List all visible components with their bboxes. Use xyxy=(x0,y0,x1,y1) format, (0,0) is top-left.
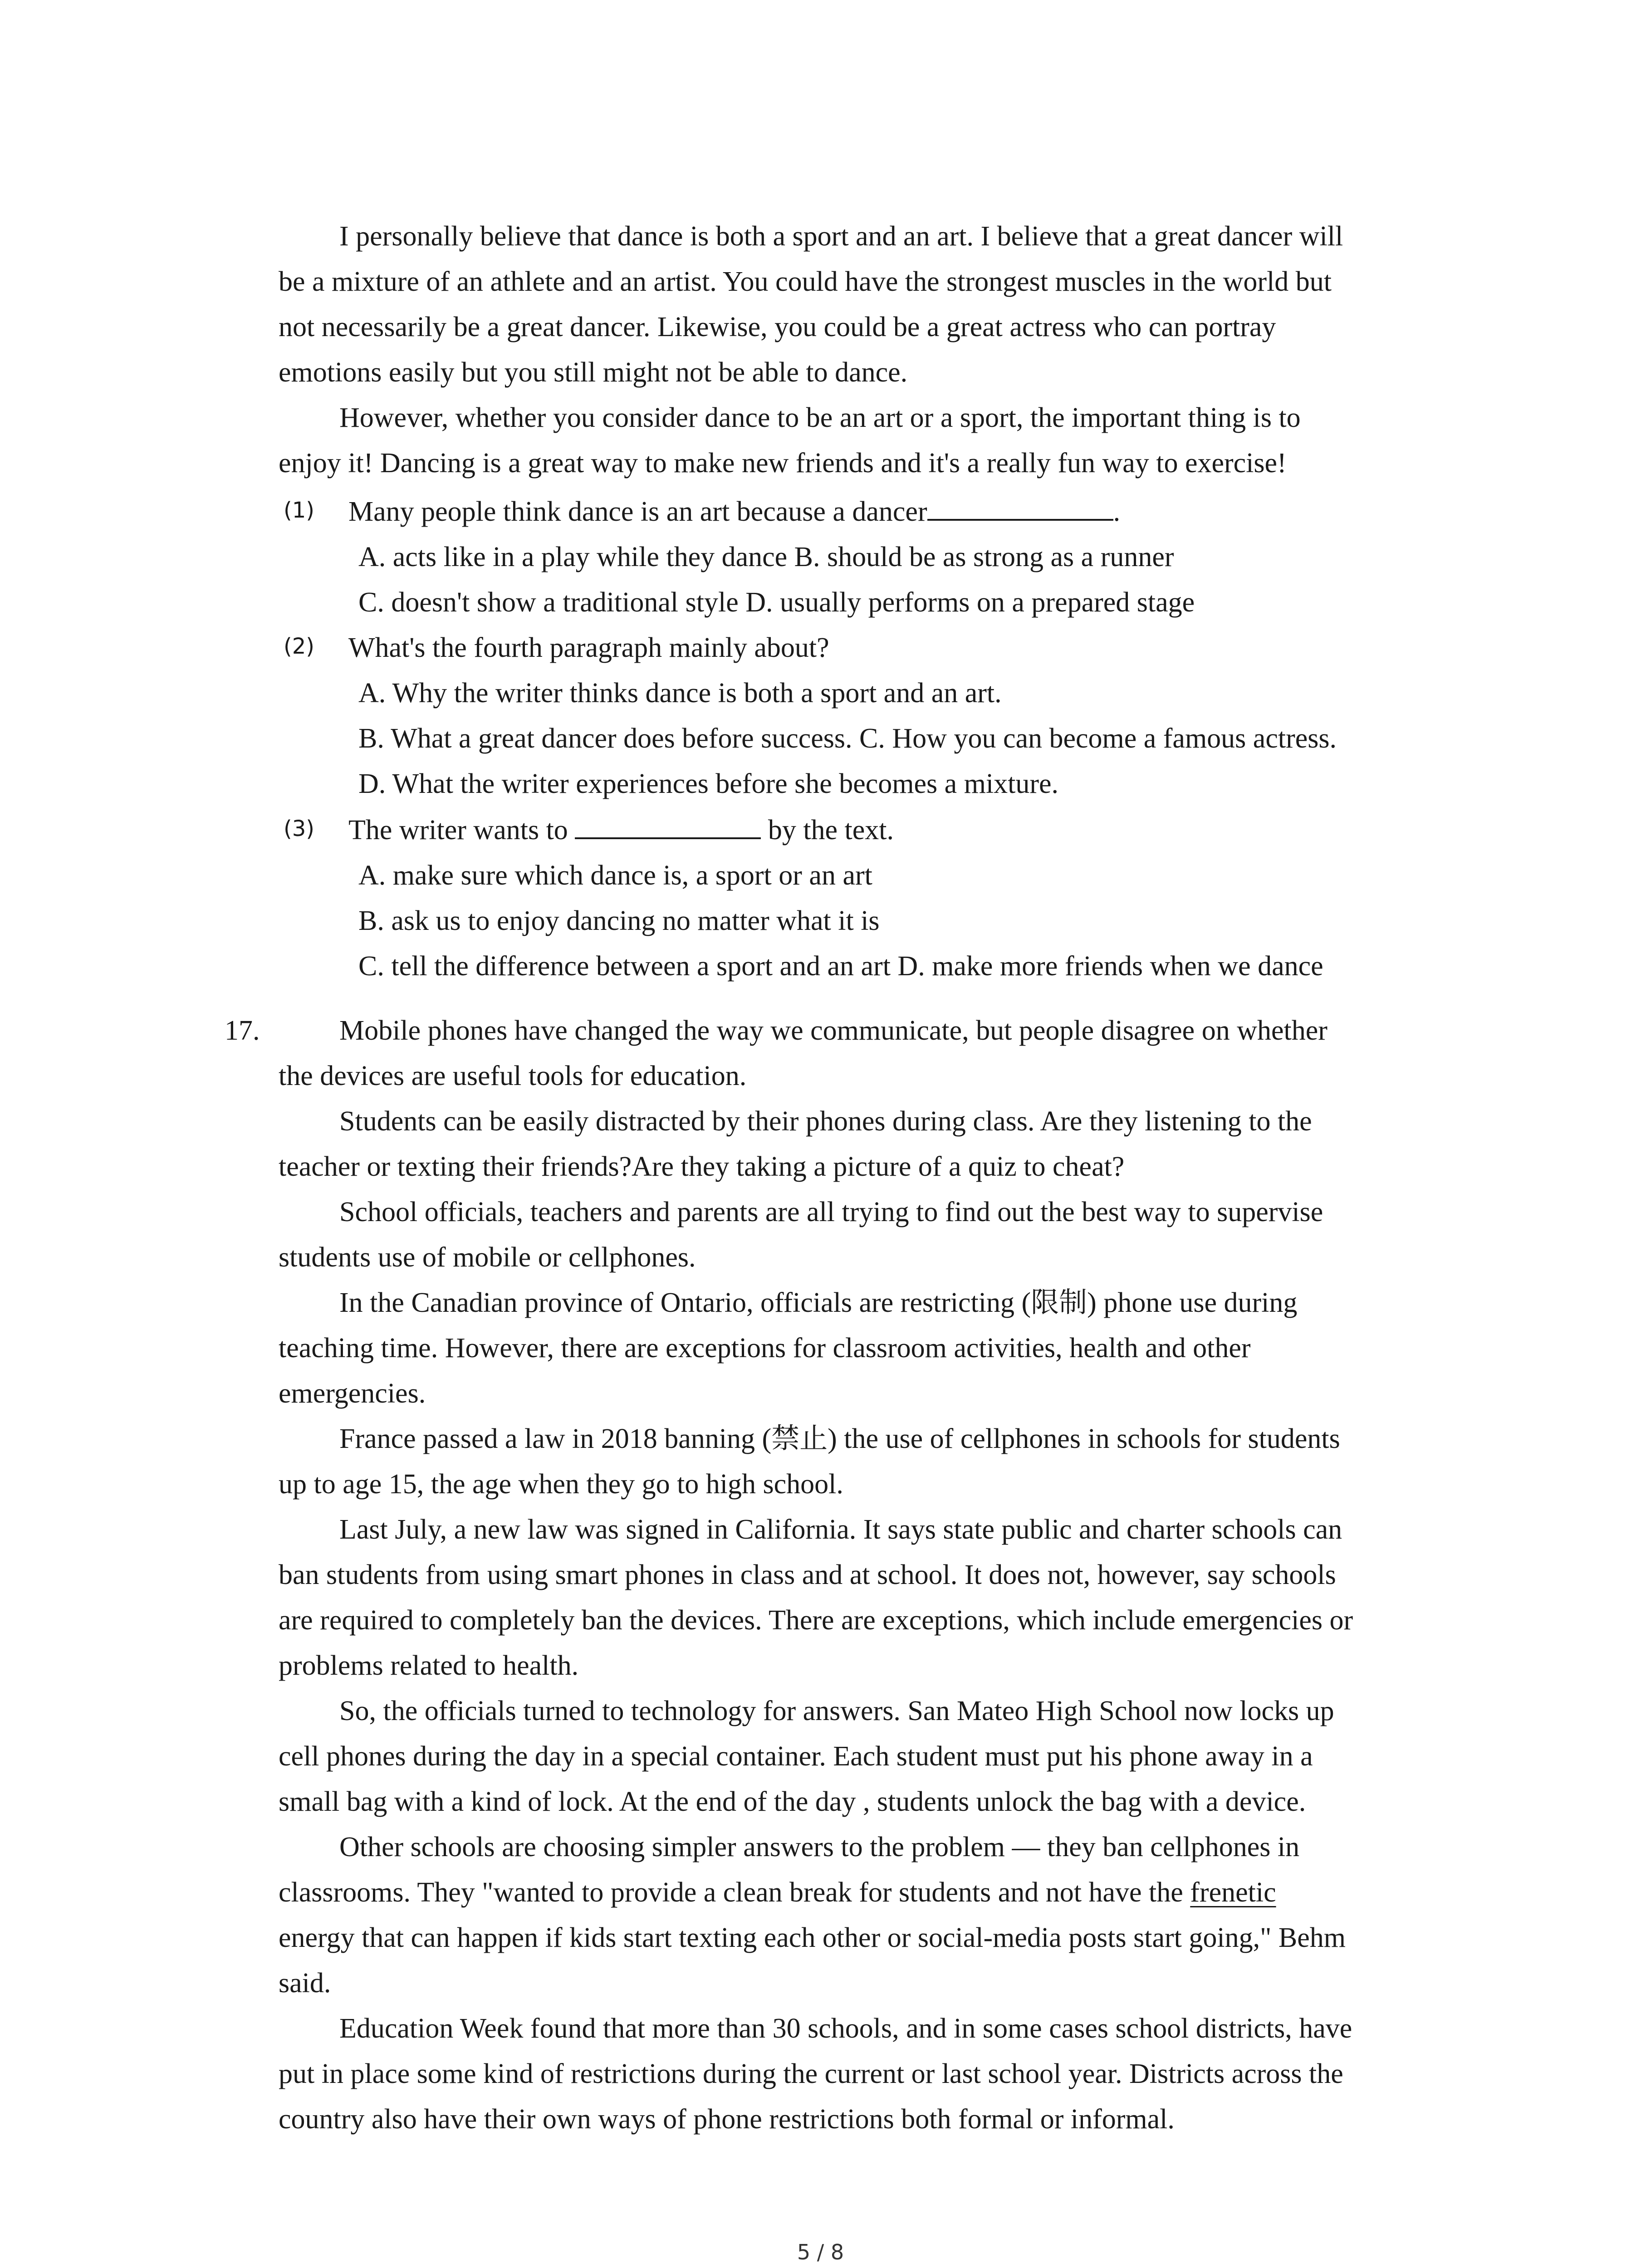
question-1-options-cd: C. doesn't show a traditional style D. usually performs on a prepared stage xyxy=(358,587,1195,618)
question-1-number: (1) xyxy=(284,498,314,523)
p3-line-3: not necessarily be a great dancer. Likewise, you could be a great actress who can portray xyxy=(279,312,1276,342)
question-3-option-a: A. make sure which dance is, a sport or an art xyxy=(358,860,872,891)
p17-line-17: cell phones during the day in a special container. Each student must put his phone away in a xyxy=(279,1741,1313,1772)
p17-line-16: So, the officials turned to technology for answers. San Mateo High School now locks up xyxy=(339,1696,1334,1726)
p17-line-11: up to age 15, the age when they go to high school. xyxy=(279,1469,843,1500)
p3-line-4: emotions easily but you still might not be able to dance. xyxy=(279,357,908,388)
p17-line-1: Mobile phones have changed the way we communicate, but people disagree on whether xyxy=(339,1015,1327,1046)
p17-line-2: the devices are useful tools for education. xyxy=(279,1061,747,1091)
page-number: 5 / 8 xyxy=(797,2240,844,2264)
p17-line-6: students use of mobile or cellphones. xyxy=(279,1242,696,1273)
question-2-number: (2) xyxy=(284,634,314,659)
question-17-number: 17. xyxy=(225,1015,260,1046)
question-3-number: (3) xyxy=(284,816,314,841)
p3-line-1: I personally believe that dance is both a sport and an art. I believe that a great dancer will xyxy=(339,221,1343,252)
question-3-stem-end: by the text. xyxy=(761,815,894,846)
p4-line-2: enjoy it! Dancing is a great way to make new friends and it's a really fun way to exercise! xyxy=(279,448,1287,479)
p17-line-24: put in place some kind of restrictions during the current or last school year. Districts across the xyxy=(279,2058,1343,2089)
question-1-stem-end: . xyxy=(1113,496,1121,527)
question-3-options-cd: C. tell the difference between a sport and an art D. make more friends when we dance xyxy=(358,951,1323,982)
question-2-stem: What's the fourth paragraph mainly about? xyxy=(348,632,829,663)
p17-line-7: In the Canadian province of Ontario, officials are restricting (限制) phone use during xyxy=(339,1287,1298,1318)
p17-line-20 xyxy=(279,1874,1276,1911)
question-3-stem-text: The writer wants to xyxy=(348,815,575,846)
p17-line-13: ban students from using smart phones in class and at school. It does not, however, say schools xyxy=(279,1559,1336,1590)
p17-line-14: are required to completely ban the devices. There are exceptions, which include emergencies or xyxy=(279,1605,1353,1636)
question-1-stem xyxy=(348,494,1120,530)
answer-blank[interactable] xyxy=(575,814,761,839)
p17-line-12: Last July, a new law was signed in California. It says state public and charter schools can xyxy=(339,1514,1342,1545)
question-1-options-ab: A. acts like in a play while they dance B. should be as strong as a runner xyxy=(358,542,1174,572)
p17-line-4: teacher or texting their friends?Are they taking a picture of a quiz to cheat? xyxy=(279,1151,1125,1182)
answer-blank[interactable] xyxy=(927,495,1113,521)
question-3-stem xyxy=(348,812,894,848)
p17-line-5: School officials, teachers and parents are all trying to find out the best way to supervise xyxy=(339,1197,1323,1227)
p17-line-15: problems related to health. xyxy=(279,1650,579,1681)
question-1-stem-text: Many people think dance is an art because a dancer xyxy=(348,496,927,527)
p17-line-21: energy that can happen if kids start texting each other or social-media posts start going," Behm xyxy=(279,1922,1346,1953)
p17-line-25: country also have their own ways of phone restrictions both formal or informal. xyxy=(279,2104,1175,2135)
question-2-option-a: A. Why the writer thinks dance is both a sport and an art. xyxy=(358,678,1002,709)
p17-line-22: said. xyxy=(279,1968,331,1999)
p17-line-9: emergencies. xyxy=(279,1378,426,1409)
underlined-word-frenetic: frenetic xyxy=(1190,1877,1276,1908)
p17-line-19: Other schools are choosing simpler answers to the problem — they ban cellphones in xyxy=(339,1832,1300,1862)
p17-line-10: France passed a law in 2018 banning (禁止) the use of cellphones in schools for students xyxy=(339,1423,1340,1454)
question-3-option-b: B. ask us to enjoy dancing no matter what it is xyxy=(358,905,880,936)
question-2-options-bc: B. What a great dancer does before success. C. How you can become a famous actress. xyxy=(358,723,1337,754)
p4-line-1: However, whether you consider dance to be an art or a sport, the important thing is to xyxy=(339,402,1301,433)
p17-line-8: teaching time. However, there are exceptions for classroom activities, health and other xyxy=(279,1333,1251,1364)
p17-line-23: Education Week found that more than 30 schools, and in some cases school districts, have xyxy=(339,2013,1352,2044)
question-2-option-d: D. What the writer experiences before she becomes a mixture. xyxy=(358,768,1059,799)
p3-line-2: be a mixture of an athlete and an artist. You could have the strongest muscles in the world but xyxy=(279,266,1332,297)
p17-line-3: Students can be easily distracted by their phones during class. Are they listening to the xyxy=(339,1106,1312,1137)
p17-line-18: small bag with a kind of lock. At the end of the day , students unlock the bag with a device. xyxy=(279,1786,1306,1817)
p17-line-20-text: classrooms. They "wanted to provide a clean break for students and not have the xyxy=(279,1877,1190,1908)
